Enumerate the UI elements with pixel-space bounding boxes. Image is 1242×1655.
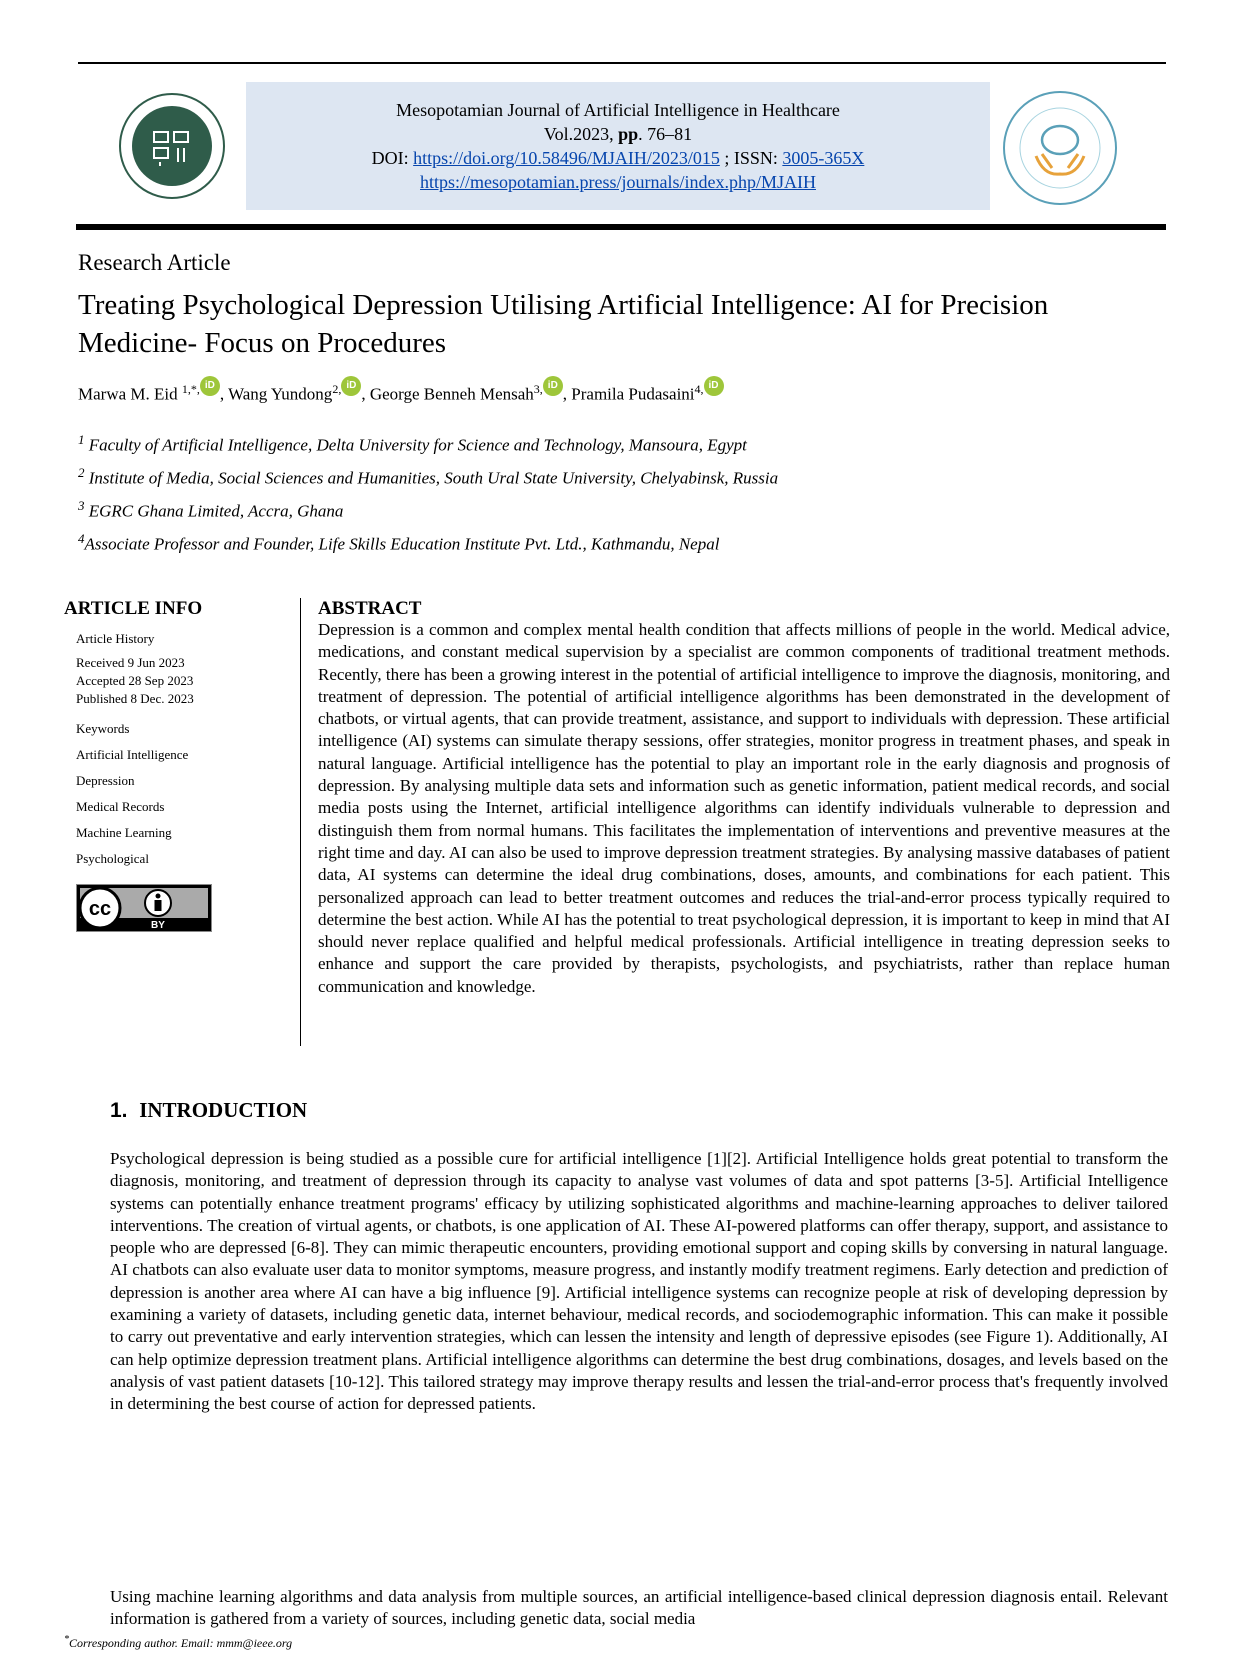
keyword: Depression: [76, 773, 135, 788]
footnote-text: Corresponding author. Email: mmm@ieee.org: [69, 1636, 293, 1650]
orcid-icon[interactable]: iD: [200, 376, 220, 396]
section-heading: [110, 1098, 307, 1123]
history-label: Article History: [76, 631, 155, 646]
abstract-heading: ABSTRACT: [318, 598, 422, 619]
published-date: Published 8 Dec. 2023: [76, 691, 194, 706]
cc-label: cc: [88, 898, 112, 920]
pages-label: pp: [618, 124, 639, 144]
top-rule: [78, 62, 1166, 64]
journal-url-link[interactable]: https://mesopotamian.press/journals/index.php/MJAIH: [420, 172, 816, 192]
author-name: Marwa M. Eid: [78, 384, 182, 404]
author-name: , Pramila Pudasaini: [562, 384, 695, 404]
orcid-icon[interactable]: iD: [543, 376, 563, 396]
publisher-logo: [118, 92, 226, 200]
orcid-icon[interactable]: iD: [341, 376, 361, 396]
issn-label: ; ISSN:: [719, 148, 783, 168]
affiliation-text: Associate Professor and Founder, Life Skills Education Institute Pvt. Ltd., Kathmandu, Nepal: [84, 534, 720, 554]
author-superscript: 3,: [533, 382, 543, 396]
article-info: [76, 630, 194, 876]
article-info-heading: ARTICLE INFO: [64, 598, 203, 619]
keywords-label: Keywords: [76, 721, 130, 736]
pages: . 76–81: [638, 124, 693, 144]
journal-name: Mesopotamian Journal of Artificial Intelligence in Healthcare: [396, 100, 840, 120]
affiliation-text: Faculty of Artificial Intelligence, Delta University for Science and Technology, Mansoura, Egypt: [84, 435, 747, 455]
author-superscript: 4,: [694, 382, 704, 396]
keyword: Machine Learning: [76, 825, 172, 840]
keyword: Artificial Intelligence: [76, 747, 189, 762]
affiliation-number: 1: [78, 432, 85, 447]
doi-label: DOI:: [371, 148, 414, 168]
doi-line: [246, 146, 990, 170]
author-name: , George Benneh Mensah: [361, 384, 534, 404]
received-date: Received 9 Jun 2023: [76, 655, 185, 670]
affiliation: [78, 432, 747, 456]
doi-link[interactable]: https://doi.org/10.58496/MJAIH/2023/015: [413, 148, 720, 168]
keyword: Medical Records: [76, 799, 165, 814]
affiliation: [78, 465, 778, 489]
abstract-text: Depression is a common and complex mental health condition that affects millions of people in the world. Medical advice, medications, and constant medical supervision by a specialist are common components of traditional treatment methods. Recently, there has been a growing interest in the potential of artificial intelligence to improve the diagnosis, monitoring, and treatment of depression. The potential of artificial intelligence algorithms has been demonstrated in the development of chatbots, or virtual agents, that can provide treatment, assistance, and support to individuals with depression. These artificial intelligence (AI) systems can simulate therapy sessions, offer strategies, monitor progress in treatment phases, and speak in natural language. Artificial intelligence has the potential to play an important role in the early diagnosis and prognosis of depression. By analysing multiple data sets and information such as genetic information, patient medical records, and social media posts using the Internet, artificial intelligence algorithms can identify individuals vulnerable to depression and distinguish them from normal humans. This facilitates the implementation of interventions and preventive measures at the right time and day. AI can also be used to improve depression treatment strategies. By analysing massive databases of patient data, AI systems can determine the ideal drug combinations, doses, amounts, and combinations for each patient. This personalized approach can lead to better treatment outcomes and reduces the trial-and-error process typically required to determine the best action. While AI has the potential to treat psychological depression, it is important to keep in mind that AI should never replace qualified and helpful medical professionals. Artificial intelligence in treating depression seeks to enhance and support the care provided by therapists, psychologists, and psychiatrists, rather than replace human communication and knowledge.: [318, 620, 1170, 996]
author-superscript: 1,*,: [181, 382, 200, 396]
journal-logo: [1000, 88, 1120, 208]
author-name: , Wang Yundong: [219, 384, 333, 404]
volume: Vol.2023,: [543, 124, 619, 144]
affiliation: [78, 498, 343, 522]
body-paragraph: Using machine learning algorithms and data analysis from multiple sources, an artificial intelligence-based clinical depression diagnosis entail. Relevant information is gathered from a variety of sources, including genetic data, social media: [110, 1587, 1168, 1629]
issn-link[interactable]: 3005-365X: [782, 148, 865, 168]
corresponding-author-footnote: [64, 1634, 292, 1651]
column-divider: [300, 598, 301, 1046]
volume-pages: [246, 122, 990, 146]
section-title: INTRODUCTION: [139, 1098, 308, 1122]
body-paragraph: Psychological depression is being studied as a possible cure for artificial intelligence [1][2]. Artificial Intelligence holds great potential to transform the diagnosis, monitoring, and treatment of depression through its capacity to analyse vast volumes of data and spot patterns [3-5]. Artificial Intelligence systems can potentially enhance treatment programs' efficacy by utilizing sophisticated algorithms and machine-learning approaches to deliver tailored interventions. The creation of virtual agents, or chatbots, is one application of AI. These AI-powered platforms can offer therapy, support, and assistance to people who are depressed [6-8]. They can mimic therapeutic encounters, providing emotional support and coping skills by conversing in natural language. AI chatbots can also evaluate user data to monitor symptoms, measure progress, and instantly modify treatment regimens. Early detection and prediction of depression is another area where AI can have a big influence [9]. Artificial intelligence systems can recognize people at risk of developing depression by examining a variety of datasets, including genetic data, internet behaviour, medical records, and sociodemographic information. This can make it possible to carry out preventative and early intervention strategies, which can lessen the intensity and length of depressive episodes (see Figure 1). Additionally, AI can help optimize depression treatment plans. Artificial intelligence algorithms can determine the best drug combinations, dosages, and levels based on the analysis of vast patient datasets [10-12]. This tailored strategy may improve therapy results and lessen the trial-and-error process that's frequently involved in determining the best course of action for depressed patients.: [110, 1149, 1168, 1414]
affiliation-number: 4: [78, 531, 85, 546]
author-superscript: 2,: [332, 382, 342, 396]
footnote-marker: *: [64, 1634, 69, 1645]
affiliation-text: Institute of Media, Social Sciences and Humanities, South Ural State University, Chelyabinsk, Russia: [84, 468, 779, 488]
section-number: 1.: [110, 1099, 128, 1122]
affiliation-number: 2: [78, 465, 85, 480]
affiliation-number: 3: [78, 498, 85, 513]
affiliation: [78, 531, 719, 555]
author-list: [78, 382, 724, 405]
article-type: Research Article: [78, 250, 231, 275]
accepted-date: Accepted 28 Sep 2023: [76, 673, 194, 688]
journal-header: [246, 98, 990, 194]
affiliation-text: EGRC Ghana Limited, Accra, Ghana: [84, 501, 344, 521]
cc-by-license-icon[interactable]: [76, 884, 212, 932]
orcid-icon[interactable]: iD: [704, 376, 724, 396]
paper-title: Treating Psychological Depression Utilising Artificial Intelligence: AI for Precision Medicine- Focus on Procedures: [78, 289, 1049, 359]
keyword: Psychological: [76, 851, 149, 866]
by-label: BY: [151, 920, 165, 931]
header-divider: [76, 224, 1166, 230]
